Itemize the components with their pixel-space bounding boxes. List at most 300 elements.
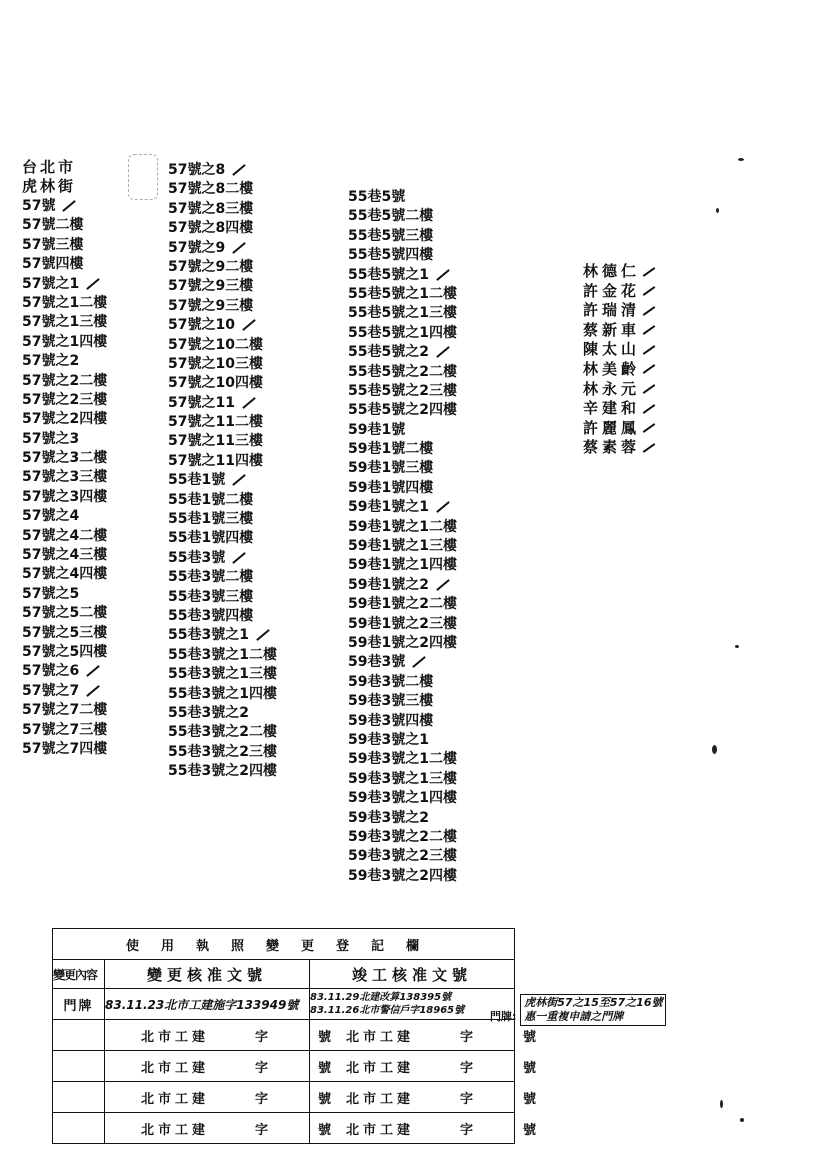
address-item [348, 227, 457, 246]
address-item-text: 55巷3號之1二樓 [168, 646, 277, 663]
address-item [168, 355, 277, 374]
address-item [168, 549, 277, 568]
address-item [22, 294, 107, 313]
checkmark-icon [256, 629, 270, 641]
owner-name [583, 380, 656, 400]
checkmark-icon [242, 397, 256, 409]
blank-label-cell [53, 1113, 105, 1144]
checkmark-icon [643, 443, 656, 453]
gate-note-text-2: 惠一重複申請之門牌 [524, 1010, 624, 1023]
owner-name [583, 262, 656, 282]
address-item-text: 59巷1號二樓 [348, 441, 434, 458]
owner-name [583, 399, 656, 419]
blank-char: 字 [460, 1091, 478, 1107]
address-item [348, 207, 457, 226]
blank-char: 字 [255, 1122, 273, 1138]
scan-speck [720, 1100, 723, 1108]
address-item-text: 57號之1四樓 [22, 333, 108, 350]
owner-name [583, 340, 656, 360]
gate-note-text: 虎林街57之15至57之16號 [524, 996, 663, 1009]
city-label: 台北市 [22, 158, 77, 176]
address-item [168, 374, 277, 393]
address-item [168, 297, 277, 316]
blank-prefix: 北市工建 [346, 1060, 415, 1076]
address-item-text: 57號二樓 [22, 217, 84, 234]
address-item-text: 59巷3號二樓 [348, 673, 434, 690]
address-item-text: 57號之4四樓 [22, 566, 108, 583]
address-item [22, 721, 107, 740]
address-item [22, 624, 107, 643]
blank-suffix: 號 [523, 1091, 541, 1107]
checkmark-icon [436, 269, 450, 281]
address-item [348, 867, 457, 886]
address-item [348, 518, 457, 537]
address-item [348, 712, 457, 731]
address-item [22, 527, 107, 546]
checkmark-icon [643, 345, 656, 355]
address-list-column-2 [168, 161, 277, 782]
address-list-column-1 [22, 197, 107, 759]
change-approval-entry [105, 989, 310, 1020]
blank-label-cell [53, 1051, 105, 1082]
gate-number-label: 門牌 [53, 989, 105, 1020]
address-item [22, 197, 107, 216]
completion-line-1: 83.11.29北建改算138395號 [310, 992, 452, 1003]
completion-approval-entry [310, 989, 515, 1020]
address-item-text: 55巷1號 [168, 472, 226, 489]
address-item-text: 57號之7 [22, 682, 80, 699]
checkmark-icon [232, 242, 246, 254]
address-item-text: 57號之2四樓 [22, 411, 108, 428]
address-item-text: 55巷3號之2三樓 [168, 743, 277, 760]
address-item-text: 59巷1號之1二樓 [348, 518, 457, 535]
checkmark-icon [643, 404, 656, 414]
address-item-text: 57號之5 [22, 585, 80, 602]
address-item-text: 57號之8二樓 [168, 181, 254, 198]
address-item [22, 449, 107, 468]
checkmark-icon [643, 325, 656, 335]
address-item [168, 646, 277, 665]
address-item [348, 304, 457, 323]
blank-prefix: 北市工建 [141, 1029, 210, 1045]
address-item [348, 537, 457, 556]
owner-name-text: 許瑞清 [583, 301, 641, 320]
address-item [348, 847, 457, 866]
registry-table [52, 928, 541, 1144]
blank-suffix: 號 [523, 1060, 541, 1076]
address-item-text: 57號之9二樓 [168, 258, 254, 275]
address-item-text: 59巷1號之2四樓 [348, 634, 457, 651]
address-item-text: 57號之11二樓 [168, 414, 263, 431]
blank-suffix: 號 [318, 1091, 336, 1107]
address-item [22, 682, 107, 701]
address-item [22, 352, 107, 371]
checkmark-icon [412, 656, 426, 668]
address-item [168, 762, 277, 781]
checkmark-icon [242, 319, 256, 331]
address-item-text: 57號之3三樓 [22, 469, 108, 486]
address-item [348, 615, 457, 634]
address-item [348, 459, 457, 478]
address-item [348, 266, 457, 285]
address-item [348, 246, 457, 265]
address-item [168, 491, 277, 510]
address-item-text: 55巷3號之2 [168, 704, 249, 721]
change-approval-header: 變更核准文號 [105, 960, 310, 989]
scan-speck [712, 745, 717, 754]
address-item-text: 57號之7二樓 [22, 702, 108, 719]
address-item-text: 59巷1號之1三樓 [348, 538, 457, 555]
address-item [168, 723, 277, 742]
address-item-text: 59巷1號之2三樓 [348, 615, 457, 632]
address-item [348, 634, 457, 653]
address-item-text: 59巷1號 [348, 421, 406, 438]
address-item [22, 430, 107, 449]
checkmark-icon [86, 278, 100, 290]
blank-change-cell [105, 1020, 336, 1051]
address-item [168, 394, 277, 413]
blank-suffix: 號 [318, 1029, 336, 1045]
address-item-text: 55巷3號 [168, 549, 226, 566]
address-item [168, 588, 277, 607]
address-item-text: 59巷3號之1四樓 [348, 790, 457, 807]
address-item [168, 258, 277, 277]
address-item [348, 421, 457, 440]
address-item [348, 556, 457, 575]
address-item [22, 740, 107, 759]
blank-char: 字 [460, 1122, 478, 1138]
address-item [348, 479, 457, 498]
checkmark-icon [86, 685, 100, 697]
owner-name-text: 許金花 [583, 281, 641, 300]
address-item-text: 57號之2 [22, 353, 80, 370]
address-item-text: 59巷3號之2二樓 [348, 828, 457, 845]
address-item-text: 55巷3號四樓 [168, 607, 254, 624]
address-item [22, 546, 107, 565]
address-item-text: 57號之2三樓 [22, 391, 108, 408]
completion-approval-header: 竣工核准文號 [310, 960, 515, 989]
address-item-text: 59巷3號四樓 [348, 712, 434, 729]
address-item-text: 59巷1號之2 [348, 576, 429, 593]
address-item [22, 255, 107, 274]
address-item-text: 59巷1號之2二樓 [348, 596, 457, 613]
address-item [168, 607, 277, 626]
address-item [168, 413, 277, 432]
address-item-text: 55巷5號之2三樓 [348, 382, 457, 399]
address-item [22, 643, 107, 662]
blank-char: 字 [255, 1060, 273, 1076]
checkmark-icon [643, 423, 656, 433]
blank-complete-cell [310, 1082, 541, 1113]
address-list-column-3 [348, 188, 457, 886]
address-item-text: 55巷5號之1四樓 [348, 324, 457, 341]
checkmark-icon [436, 346, 450, 358]
blank-complete-cell [310, 1051, 541, 1082]
address-item [22, 333, 107, 352]
address-item-text: 57號之10 [168, 317, 235, 334]
owner-name [583, 282, 656, 302]
address-item-text: 55巷3號之1四樓 [168, 685, 277, 702]
address-item-text: 57號之9三樓 [168, 297, 254, 314]
address-item-text: 55巷3號之1三樓 [168, 666, 277, 683]
address-item [168, 685, 277, 704]
blank-complete-cell [310, 1020, 541, 1051]
address-item-text: 55巷3號之1 [168, 627, 249, 644]
address-item-text: 57號之1三樓 [22, 314, 108, 331]
owner-name [583, 419, 656, 439]
blank-change-cell [105, 1113, 336, 1144]
blank-change-cell [105, 1051, 336, 1082]
address-item [168, 704, 277, 723]
blank-complete-cell [310, 1113, 541, 1144]
blank-prefix: 北市工建 [141, 1091, 210, 1107]
completion-line-2: 83.11.26北市警信戶字18965號 [310, 1005, 465, 1016]
address-item [168, 277, 277, 296]
change-content-header: 變更內容 [53, 960, 105, 989]
address-header [22, 158, 76, 196]
address-item [348, 363, 457, 382]
address-item-text: 55巷3號三樓 [168, 588, 254, 605]
owner-name [583, 438, 656, 458]
address-item-text: 57號之7三樓 [22, 721, 108, 738]
address-item [168, 529, 277, 548]
owner-name-text: 蔡新車 [583, 320, 641, 339]
blank-suffix: 號 [523, 1029, 541, 1045]
address-item-text: 57號之3 [22, 430, 80, 447]
address-item-text: 55巷5號之2二樓 [348, 363, 457, 380]
address-item [168, 743, 277, 762]
address-item [168, 665, 277, 684]
blank-prefix: 北市工建 [141, 1122, 210, 1138]
address-item-text: 55巷3號二樓 [168, 569, 254, 586]
registry-title: 使用執照變更登記欄 [53, 929, 515, 960]
address-item [168, 200, 277, 219]
owner-name-text: 許麗鳳 [583, 418, 641, 437]
owner-names-list [583, 262, 656, 458]
address-item [348, 401, 457, 420]
address-item-text: 57號之5三樓 [22, 624, 108, 641]
address-item [22, 236, 107, 255]
address-item [168, 568, 277, 587]
blank-char: 字 [460, 1060, 478, 1076]
checkmark-icon [643, 384, 656, 394]
address-item-text: 55巷5號之2 [348, 344, 429, 361]
address-item-text: 59巷3號三樓 [348, 693, 434, 710]
address-item-text: 57號之10三樓 [168, 355, 263, 372]
address-item [22, 410, 107, 429]
address-item-text: 59巷1號之1四樓 [348, 557, 457, 574]
owner-name [583, 321, 656, 341]
owner-name [583, 360, 656, 380]
blank-prefix: 北市工建 [346, 1122, 415, 1138]
address-item-text: 57號之8 [168, 162, 226, 178]
owner-name-text: 辛建和 [583, 399, 641, 418]
scan-speck [735, 645, 739, 648]
address-item-text: 57號之2二樓 [22, 372, 108, 389]
address-item [348, 382, 457, 401]
blank-label-cell [53, 1020, 105, 1051]
address-item-text: 55巷5號之2四樓 [348, 402, 457, 419]
address-item [22, 701, 107, 720]
address-item-text: 57號之3二樓 [22, 450, 108, 467]
blank-prefix: 北市工建 [141, 1060, 210, 1076]
address-item [168, 239, 277, 258]
checkmark-icon [232, 164, 246, 176]
checkmark-icon [643, 267, 656, 277]
scan-speck [738, 158, 744, 161]
address-item-text: 55巷5號之1二樓 [348, 285, 457, 302]
gate-note-box [520, 994, 666, 1026]
address-item [168, 510, 277, 529]
address-item-text: 55巷5號 [348, 189, 406, 205]
address-item [348, 285, 457, 304]
address-item [348, 809, 457, 828]
address-item [168, 219, 277, 238]
address-item-text: 55巷5號二樓 [348, 208, 434, 225]
address-item-text: 57號之7四樓 [22, 740, 108, 757]
address-item-text: 57號 [22, 198, 56, 214]
address-item [348, 750, 457, 769]
owner-name-text: 林美齡 [583, 359, 641, 378]
address-item-text: 57號之5二樓 [22, 605, 108, 622]
address-item-text: 55巷5號之1三樓 [348, 305, 457, 322]
blank-char: 字 [460, 1029, 478, 1045]
address-item [22, 216, 107, 235]
address-item [22, 585, 107, 604]
address-item [348, 324, 457, 343]
checkmark-icon [232, 552, 246, 564]
address-item [22, 372, 107, 391]
address-item-text: 59巷1號之1 [348, 499, 429, 516]
address-item-text: 57號三樓 [22, 236, 84, 253]
address-item-text: 57號之1二樓 [22, 294, 108, 311]
address-item-text: 59巷3號之2四樓 [348, 867, 457, 884]
address-item [168, 316, 277, 335]
owner-name-text: 林德仁 [583, 262, 641, 280]
checkmark-icon [643, 286, 656, 296]
address-item-text: 57號之11 [168, 394, 235, 411]
faded-stamp [128, 154, 158, 200]
checkmark-icon [643, 306, 656, 316]
address-item-text: 59巷3號之1 [348, 731, 429, 748]
address-item [22, 604, 107, 623]
address-item-text: 55巷3號之2四樓 [168, 763, 277, 780]
address-item-text: 57號之8三樓 [168, 200, 254, 217]
address-item [348, 188, 457, 207]
address-item-text: 59巷3號之1二樓 [348, 751, 457, 768]
gate-number-note [490, 994, 690, 1026]
address-item-text: 57號之10四樓 [168, 375, 263, 392]
address-item-text: 55巷1號二樓 [168, 491, 254, 508]
address-item-text: 59巷1號四樓 [348, 479, 434, 496]
address-item-text: 57號之9 [168, 239, 226, 256]
owner-name-text: 林永元 [583, 379, 641, 398]
address-item [168, 452, 277, 471]
address-item-text: 57號之8四樓 [168, 220, 254, 237]
checkmark-icon [63, 200, 77, 212]
checkmark-icon [436, 579, 450, 591]
address-item-text: 57號之1 [22, 275, 80, 292]
address-item [348, 595, 457, 614]
address-item-text: 57號之11三樓 [168, 433, 263, 450]
address-item-text: 57號之6 [22, 663, 80, 680]
address-item-text: 59巷3號之2 [348, 809, 429, 826]
owner-name [583, 301, 656, 321]
address-item [348, 673, 457, 692]
address-item [22, 313, 107, 332]
address-item [348, 770, 457, 789]
address-item-text: 55巷5號之1 [348, 266, 429, 283]
address-item-text: 55巷1號三樓 [168, 511, 254, 528]
address-item [348, 576, 457, 595]
blank-suffix: 號 [318, 1122, 336, 1138]
blank-char: 字 [255, 1091, 273, 1107]
address-item [22, 488, 107, 507]
address-item-text: 59巷3號之2三樓 [348, 848, 457, 865]
address-item [348, 789, 457, 808]
address-item [22, 662, 107, 681]
address-item-text: 59巷1號三樓 [348, 460, 434, 477]
address-item [168, 180, 277, 199]
owner-name-text: 蔡素蓉 [583, 438, 641, 457]
address-item-text: 57號之9三樓 [168, 278, 254, 295]
address-item [168, 336, 277, 355]
change-approval-text: 83.11.23北市工建施字133949號 [105, 997, 299, 1012]
address-item-text: 59巷3號之1三樓 [348, 770, 457, 787]
address-item [168, 626, 277, 645]
address-item-text: 57號之3四樓 [22, 488, 108, 505]
address-item [348, 828, 457, 847]
gate-note-label: 門牌: [490, 1010, 517, 1023]
blank-suffix: 號 [523, 1122, 541, 1138]
address-item [22, 468, 107, 487]
address-item [348, 653, 457, 672]
address-item-text: 57號之4 [22, 508, 80, 525]
blank-label-cell [53, 1082, 105, 1113]
blank-suffix: 號 [318, 1060, 336, 1076]
blank-char: 字 [255, 1029, 273, 1045]
address-item [22, 507, 107, 526]
owner-name-text: 陳太山 [583, 340, 641, 359]
scan-speck [740, 1118, 744, 1122]
address-item [168, 432, 277, 451]
address-item [22, 391, 107, 410]
address-item-text: 55巷5號四樓 [348, 247, 434, 264]
blank-change-cell [105, 1082, 336, 1113]
address-item-text: 59巷3號 [348, 654, 406, 671]
address-item [168, 161, 277, 180]
address-item-text: 55巷3號之2二樓 [168, 724, 277, 741]
address-item-text: 57號之5四樓 [22, 643, 108, 660]
address-item-text: 55巷5號三樓 [348, 227, 434, 244]
street-label: 虎林街 [22, 177, 77, 195]
address-item [348, 692, 457, 711]
checkmark-icon [436, 501, 450, 513]
address-item-text: 57號之4三樓 [22, 547, 108, 564]
address-item [348, 731, 457, 750]
blank-prefix: 北市工建 [346, 1029, 415, 1045]
checkmark-icon [86, 665, 100, 677]
address-item [348, 498, 457, 517]
address-item [22, 275, 107, 294]
blank-prefix: 北市工建 [346, 1091, 415, 1107]
scan-speck [716, 208, 719, 213]
address-item [168, 471, 277, 490]
address-item-text: 57號四樓 [22, 256, 84, 273]
checkmark-icon [643, 365, 656, 375]
address-item [22, 565, 107, 584]
address-item [348, 440, 457, 459]
